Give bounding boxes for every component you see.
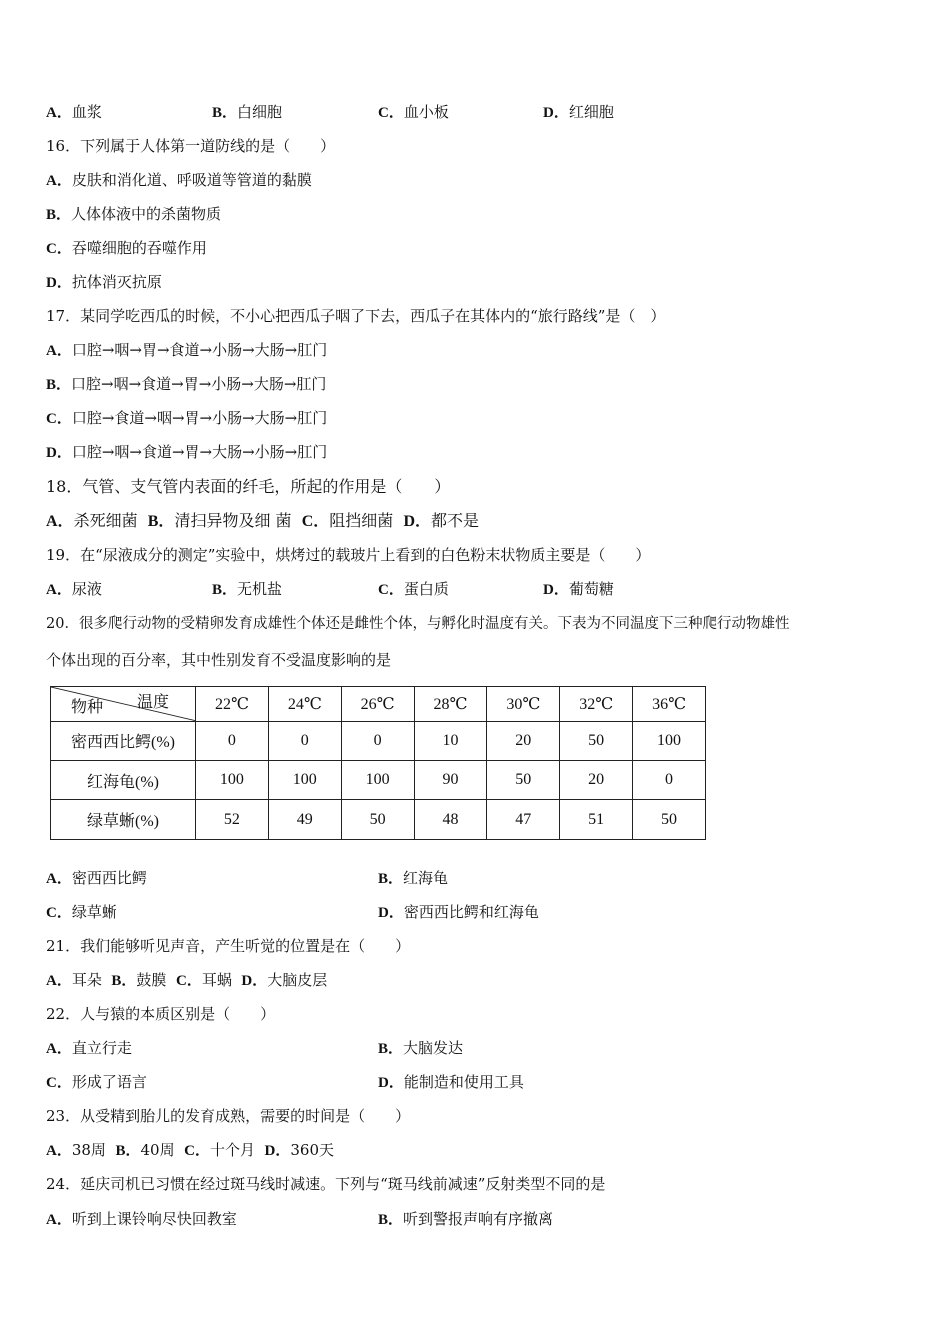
q16-option-b: B．人体体液中的杀菌物质 [46, 205, 222, 223]
q20-option-c: C．绿草蜥 [46, 903, 117, 921]
q22-option-d: D．能制造和使用工具 [378, 1073, 524, 1091]
q16-option-d: D．抗体消灭抗原 [46, 273, 162, 291]
value-cell: 50 [633, 800, 706, 840]
q19-stem: 19．在“尿液成分的测定”实验中，烘烤过的载玻片上看到的白色粉末状物质主要是（ ） [46, 546, 651, 564]
species-cell: 红海龟(%) [51, 761, 196, 800]
q24-stem: 24．延庆司机已习惯在经过斑马线时减速。下列与“斑马线前减速”反射类型不同的是 [46, 1175, 606, 1193]
q23-stem: 23．从受精到胎儿的发育成熟，需要的时间是（ ） [46, 1107, 411, 1125]
q17-stem: 17．某同学吃西瓜的时候，不小心把西瓜子咽了下去，西瓜子在其体内的“旅行路线”是（ ） [46, 307, 666, 325]
q15-option-d: D．红细胞 [543, 103, 614, 121]
table-row [51, 800, 706, 840]
value-cell: 50 [487, 761, 560, 800]
q22-option-b: B．大脑发达 [378, 1039, 464, 1057]
q21-options: A．耳朵 B．鼓膜 C．耳蜗 D．大脑皮层 [46, 971, 328, 989]
q19-option-a: A．尿液 [46, 580, 102, 598]
q16-option-c: C．吞噬细胞的吞噬作用 [46, 239, 207, 257]
table-row [51, 761, 706, 800]
q19-option-d: D．葡萄糖 [543, 580, 614, 598]
q18-stem: 18．气管、支气管内表面的纤毛，所起的作用是（ ） [46, 477, 451, 496]
header-cell: 30℃ [487, 687, 560, 722]
q15-option-b: B．白细胞 [212, 103, 283, 121]
q20-stem-line2: 个体出现的百分率，其中性别发育不受温度影响的是 [46, 651, 392, 669]
value-cell: 51 [560, 800, 633, 840]
header-cell: 22℃ [196, 687, 269, 722]
q18-options: A．杀死细菌 B．清扫异物及细 菌 C．阻挡细菌 D．都不是 [46, 511, 480, 530]
value-cell: 50 [341, 800, 414, 840]
q20-option-d: D．密西西比鳄和红海龟 [378, 903, 539, 921]
value-cell: 100 [196, 761, 269, 800]
value-cell: 50 [560, 721, 633, 760]
value-cell: 20 [487, 721, 560, 760]
q20-option-a: A．密西西比鳄 [46, 869, 147, 887]
header-cell: 32℃ [560, 687, 633, 722]
table-corner-cell [51, 687, 196, 722]
value-cell: 0 [633, 761, 706, 800]
corner-species-label: 物种 [71, 698, 104, 716]
value-cell: 90 [414, 761, 487, 800]
value-cell: 0 [341, 721, 414, 760]
value-cell: 0 [196, 721, 269, 760]
value-cell: 48 [414, 800, 487, 840]
corner-temperature-label: 温度 [136, 694, 169, 711]
q16-stem: 16．下列属于人体第一道防线的是（ ） [46, 137, 336, 155]
q22-option-a: A．直立行走 [46, 1039, 132, 1057]
value-cell: 20 [560, 761, 633, 800]
value-cell: 52 [196, 800, 269, 840]
value-cell: 0 [268, 721, 341, 760]
value-cell: 100 [341, 761, 414, 800]
q16-option-a: A．皮肤和消化道、呼吸道等管道的黏膜 [46, 171, 312, 189]
q21-stem: 21．我们能够听见声音，产生听觉的位置是在（ ） [46, 937, 411, 955]
header-cell: 36℃ [633, 687, 706, 722]
value-cell: 49 [268, 800, 341, 840]
q24-option-b: B．听到警报声响有序撤离 [378, 1210, 554, 1228]
q17-option-b: B．口腔→咽→食道→胃→小肠→大肠→肛门 [46, 375, 327, 393]
q22-option-c: C．形成了语言 [46, 1073, 147, 1091]
q17-option-d: D．口腔→咽→食道→胃→大肠→小肠→肛门 [46, 443, 328, 461]
q20-option-b: B．红海龟 [378, 869, 449, 887]
species-cell: 绿草蜥(%) [51, 800, 196, 840]
table-row [51, 721, 706, 760]
value-cell: 100 [633, 721, 706, 760]
q24-option-a: A．听到上课铃响尽快回教室 [46, 1210, 237, 1228]
q15-option-c: C．血小板 [378, 103, 449, 121]
value-cell: 100 [268, 761, 341, 800]
q19-option-b: B．无机盐 [212, 580, 283, 598]
table-header-row [51, 687, 706, 722]
q19-option-c: C．蛋白质 [378, 580, 449, 598]
value-cell: 47 [487, 800, 560, 840]
q22-stem: 22．人与猿的本质区别是（ ） [46, 1005, 276, 1023]
temperature-table [50, 686, 706, 840]
q17-option-a: A．口腔→咽→胃→食道→小肠→大肠→肛门 [46, 341, 328, 359]
q17-option-c: C．口腔→食道→咽→胃→小肠→大肠→肛门 [46, 409, 328, 427]
species-cell: 密西西比鳄(%) [51, 721, 196, 760]
header-cell: 24℃ [268, 687, 341, 722]
q20-stem-line1: 20．很多爬行动物的受精卵发育成雄性个体还是雌性个体，与孵化时温度有关。下表为不同温度下三种爬行动物雄性 [46, 616, 790, 632]
value-cell: 10 [414, 721, 487, 760]
q23-options: A．38周 B．40周 C．十个月 D．360天 [46, 1141, 335, 1159]
header-cell: 26℃ [341, 687, 414, 722]
q15-option-a: A．血浆 [46, 103, 102, 121]
header-cell: 28℃ [414, 687, 487, 722]
